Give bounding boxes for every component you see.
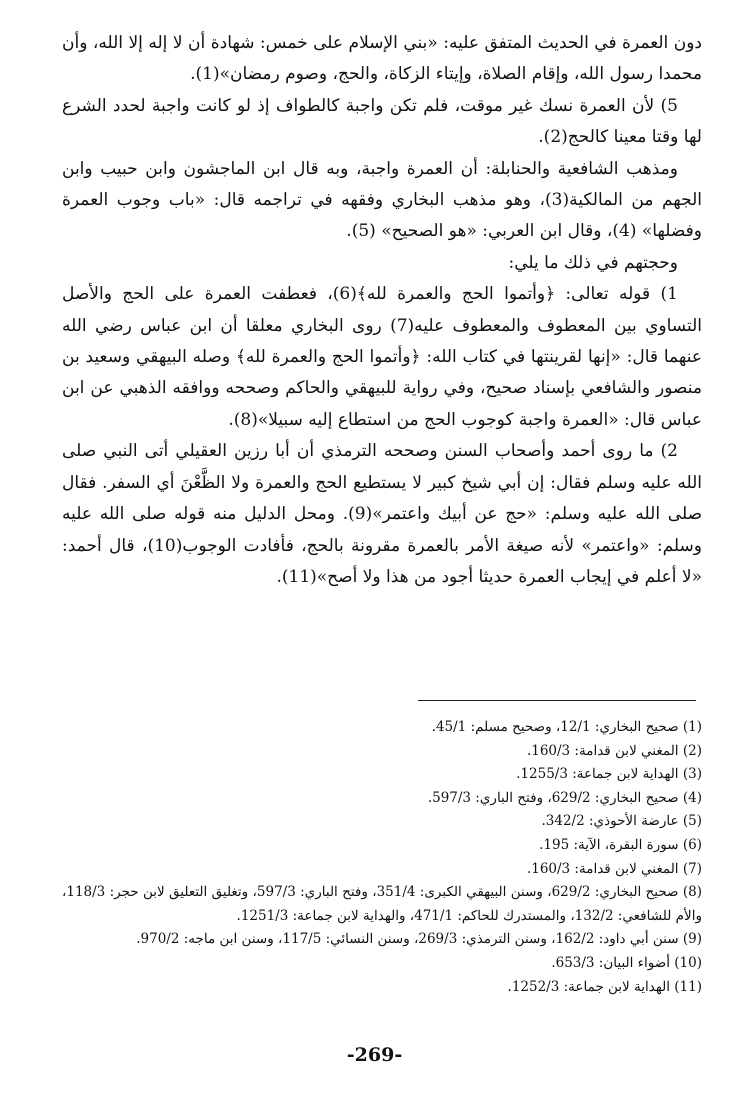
- paragraph: وحجتهم في ذلك ما يلي:: [508, 252, 678, 273]
- paragraph: ومذهب الشافعية والحنابلة: أن العمرة واجبة، وبه قال ابن الماجشون وابن حبيب وابن الجهم من المالكية(3)، وهو مذهب البخاري وفقهه في تراجمه قال: «باب وجوب العمرة وفضلها» (4)، وقال ابن العربي: «هو الصحيح» (5).: [62, 158, 702, 242]
- footnote: (6) سورة البقرة، الآية: 195.: [539, 836, 702, 853]
- footnotes: [62, 716, 702, 999]
- footnote: (7) المغني لابن قدامة: 160/3.: [526, 860, 702, 877]
- footnote: (3) الهداية لابن جماعة: 1255/3.: [516, 766, 702, 783]
- footnote: (10) أضواء البيان: 653/3.: [551, 954, 702, 971]
- main-text: [62, 28, 702, 593]
- footnote: (9) سنن أبي داود: 162/2، وسنن الترمذي: 269/3، وسنن النسائي: 117/5، وسنن ابن ماجه: 970/2.: [136, 931, 702, 948]
- paragraph: 5) لأن العمرة نسك غير موقت، فلم تكن واجبة كالطواف إذ لو كانت واجبة لحدد الشرع لها وقتا معينا كالحج(2).: [62, 95, 702, 148]
- footnote: (2) المغني لابن قدامة: 160/3.: [526, 742, 702, 759]
- paragraph: دون العمرة في الحديث المتفق عليه: «بني الإسلام على خمس: شهادة أن لا إله إلا الله، وأن محمدا رسول الله، وإقام الصلاة، وإيتاء الزكاة، والحج، وصوم رمضان»(1).: [62, 33, 702, 85]
- footnote: (4) صحيح البخاري: 629/2، وفتح الباري: 597/3.: [427, 789, 702, 806]
- page-number: -269-: [346, 1044, 403, 1066]
- footnote: (8) صحيح البخاري: 629/2، وسنن البيهقي الكبرى: 351/4، وفتح الباري: 597/3، وتغليق التعليق لابن حجر: 118/3، والأم للشافعي: 132/2، والمستدرك للحاكم: 471/1، والهداية لابن جماعة: 1251/3.: [62, 884, 702, 924]
- paragraph: 2) ما روى أحمد وأصحاب السنن وصححه الترمذي أن أبا رزين العقيلي أتى النبي صلى الله عليه وسلم فقال: إن أبي شيخ كبير لا يستطيع الحج والعمرة ولا الظَّعْنَ أي السفر. فقال صلى الله عليه وسلم: «حج عن أبيك واعتمر»(9). ومحل الدليل منه قوله صلى الله عليه وسلم: «واعتمر» لأنه صيغة الأمر بالعمرة مقرونة بالحج، فأفادت الوجوب(10)، قال أحمد: «لا أعلم في إيجاب العمرة حديثا أجود من هذا ولا أصح»(11).: [62, 441, 703, 587]
- footnote: (11) الهداية لابن جماعة: 1252/3.: [507, 978, 702, 995]
- footnote-divider: [418, 700, 696, 701]
- paragraph: 1) قوله تعالى: ﴿وأتموا الحج والعمرة لله﴾(6)، فعطفت العمرة على الحج والأصل التساوي بين المعطوف والمعطوف عليه(7) روى البخاري معلقا أن ابن عباس رضي الله عنهما قال: «إنها لقرينتها في كتاب الله: ﴿وأتموا الحج والعمرة لله﴾ وصله البيهقي وسعيد بن منصور والشافعي بإسناد صحيح، وفي رواية للبيهقي والحاكم وصححه ووافقه الذهبي عن ابن عباس قال: «العمرة واجبة كوجوب الحج من استطاع إليه سبيلا»(8).: [62, 284, 702, 430]
- footnote: (1) صحيح البخاري: 12/1، وصحيح مسلم: 45/1.: [431, 719, 702, 735]
- footnote: (5) عارضة الأحوذي: 342/2.: [541, 813, 702, 830]
